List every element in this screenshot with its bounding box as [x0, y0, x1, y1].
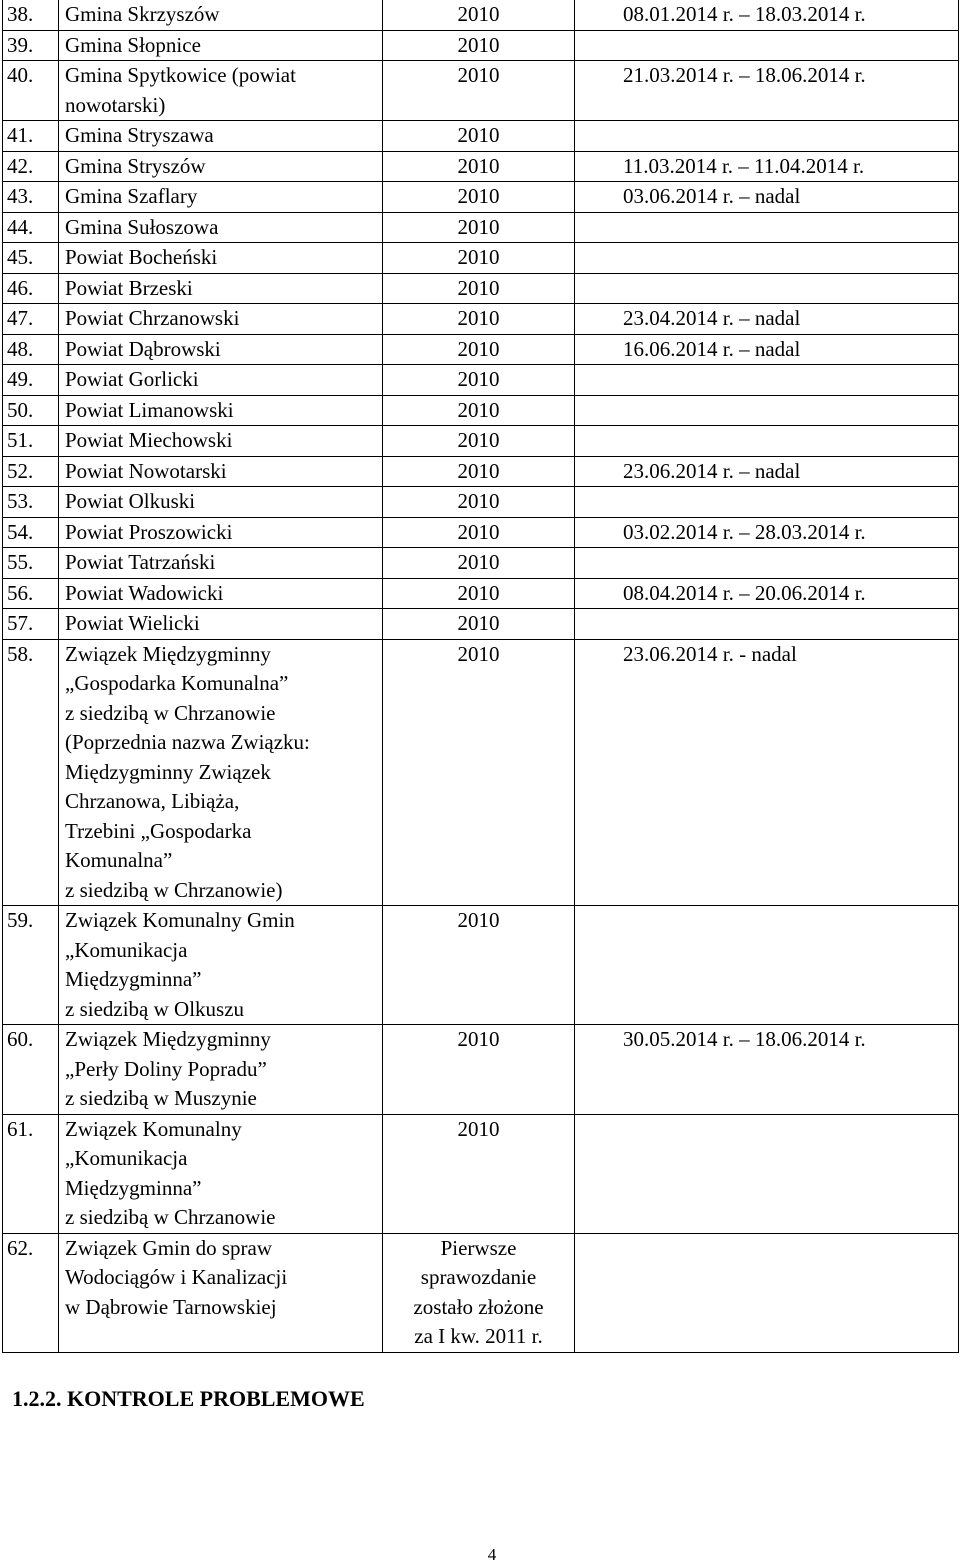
unit-name-line: Powiat Proszowicki: [65, 519, 233, 544]
inspection-dates: 08.01.2014 r. – 18.03.2014 r.: [575, 0, 959, 30]
row-number: 47.: [3, 304, 59, 335]
unit-name: [59, 273, 383, 304]
row-number: 42.: [3, 151, 59, 182]
report-year: [383, 365, 575, 396]
unit-name-line: „Komunikacja: [65, 937, 188, 962]
row-number: 39.: [3, 30, 59, 61]
inspection-dates: [575, 609, 959, 640]
unit-name-line: Gmina Szaflary: [65, 184, 198, 208]
unit-name-line: Międzygminna”: [65, 967, 202, 991]
unit-name-line: „Gospodarka Komunalna”: [65, 671, 289, 695]
report-year-line: sprawozdanie: [420, 1265, 537, 1289]
unit-name: [59, 548, 383, 579]
report-year-line: 2010: [457, 32, 500, 57]
row-number: 44.: [3, 212, 59, 243]
inspection-dates: 21.03.2014 r. – 18.06.2014 r.: [575, 61, 959, 121]
row-number: 61.: [3, 1114, 59, 1233]
table-row: [3, 30, 959, 61]
row-number: 59.: [3, 906, 59, 1025]
unit-name-line: Gmina Stryszów: [65, 153, 206, 178]
unit-name-line: Powiat Limanowski: [65, 397, 234, 422]
report-year-line: 2010: [457, 908, 500, 932]
inspection-dates: [575, 548, 959, 579]
row-number: 45.: [3, 243, 59, 274]
unit-name: [59, 121, 383, 152]
report-year-line: za I kw. 2011 r.: [414, 1324, 543, 1348]
report-year: [383, 334, 575, 365]
unit-name-line: Gmina Stryszawa: [65, 123, 214, 147]
table-row: [3, 273, 959, 304]
unit-name-line: Chrzanowa, Libiąża,: [65, 789, 240, 813]
row-number: 46.: [3, 273, 59, 304]
report-year: [383, 517, 575, 548]
row-number: 52.: [3, 456, 59, 487]
report-year-line: Pierwsze: [440, 1235, 517, 1260]
report-year: [383, 1114, 575, 1233]
report-year-line: 2010: [457, 397, 500, 422]
table-row: [3, 1114, 959, 1233]
inspection-dates: [575, 273, 959, 304]
row-number: 41.: [3, 121, 59, 152]
inspection-dates: 30.05.2014 r. – 18.06.2014 r.: [575, 1025, 959, 1115]
inspection-dates: [575, 365, 959, 396]
report-year: [383, 0, 575, 30]
unit-name-line: w Dąbrowie Tarnowskiej: [65, 1294, 277, 1319]
report-year-line: 2010: [457, 611, 500, 635]
report-year-line: 2010: [457, 489, 500, 513]
table-row: [3, 456, 959, 487]
unit-name-line: Powiat Nowotarski: [65, 458, 227, 483]
report-year-line: 2010: [457, 428, 500, 452]
table-row: [3, 395, 959, 426]
table-row: [3, 548, 959, 579]
unit-name-line: Związek Gmin do spraw: [65, 1235, 273, 1260]
unit-name-line: Gmina Skrzyszów: [65, 2, 220, 26]
unit-name-line: Powiat Gorlicki: [65, 367, 199, 391]
unit-name: [59, 1025, 383, 1115]
report-year-line: 2010: [457, 641, 500, 666]
inspection-dates: [575, 1114, 959, 1233]
table-row: [3, 639, 959, 906]
report-year: [383, 906, 575, 1025]
unit-name-line: Powiat Bocheński: [65, 245, 218, 269]
row-number: 58.: [3, 639, 59, 906]
row-number: 57.: [3, 609, 59, 640]
report-year: [383, 212, 575, 243]
row-number: 54.: [3, 517, 59, 548]
unit-name: [59, 578, 383, 609]
unit-name: [59, 0, 383, 30]
unit-name: [59, 1114, 383, 1233]
report-year: [383, 273, 575, 304]
unit-name-line: Gmina Słopnice: [65, 32, 201, 57]
report-year-line: 2010: [457, 550, 500, 574]
report-year-line: zostało złożone: [413, 1294, 544, 1319]
inspection-dates: [575, 121, 959, 152]
table-row: [3, 151, 959, 182]
unit-name-line: z siedzibą w Muszynie: [65, 1086, 257, 1110]
unit-name-line: nowotarski): [65, 92, 166, 117]
unit-name: [59, 30, 383, 61]
report-year: [383, 61, 575, 121]
table-row: [3, 609, 959, 640]
unit-name-line: „Komunikacja: [65, 1146, 188, 1170]
report-year: [383, 151, 575, 182]
row-number: 38.: [3, 0, 59, 30]
report-year-line: 2010: [457, 214, 500, 239]
unit-name-line: Powiat Tatrzański: [65, 550, 216, 574]
unit-name: [59, 243, 383, 274]
table-row: [3, 243, 959, 274]
row-number: 53.: [3, 487, 59, 518]
unit-name-line: Międzygminna”: [65, 1175, 202, 1200]
row-number: 43.: [3, 182, 59, 213]
unit-name-line: Związek Międzygminny: [65, 641, 271, 666]
unit-name-line: Wodociągów i Kanalizacji: [65, 1265, 288, 1289]
inspection-dates: 23.06.2014 r. - nadal: [575, 639, 959, 906]
inspection-dates: 03.02.2014 r. – 28.03.2014 r.: [575, 517, 959, 548]
report-year: [383, 487, 575, 518]
unit-name-line: Trzebini „Gospodarka: [65, 818, 252, 843]
unit-name-line: Powiat Dąbrowski: [65, 336, 221, 361]
unit-name-line: Powiat Wielicki: [65, 611, 200, 635]
unit-name-line: z siedzibą w Chrzanowie): [65, 877, 283, 902]
unit-name-line: Powiat Wadowicki: [65, 580, 224, 605]
unit-name-line: Komunalna”: [65, 848, 173, 872]
report-year-line: 2010: [457, 184, 500, 208]
report-year-line: 2010: [457, 458, 500, 483]
report-year: [383, 548, 575, 579]
inspection-dates: [575, 1233, 959, 1352]
row-number: 62.: [3, 1233, 59, 1352]
inspection-dates: [575, 426, 959, 457]
row-number: 60.: [3, 1025, 59, 1115]
inspection-dates: 11.03.2014 r. – 11.04.2014 r.: [575, 151, 959, 182]
unit-name-line: z siedzibą w Chrzanowie: [65, 1205, 276, 1229]
unit-name: [59, 334, 383, 365]
unit-name: [59, 304, 383, 335]
report-year-line: 2010: [457, 336, 500, 361]
report-year: [383, 426, 575, 457]
unit-name: [59, 487, 383, 518]
report-year-line: 2010: [457, 275, 500, 300]
unit-name-line: z siedzibą w Olkuszu: [65, 996, 245, 1021]
row-number: 49.: [3, 365, 59, 396]
report-year: [383, 578, 575, 609]
row-number: 56.: [3, 578, 59, 609]
report-year-line: 2010: [457, 519, 500, 544]
report-year-line: 2010: [457, 367, 500, 391]
inspection-dates: 16.06.2014 r. – nadal: [575, 334, 959, 365]
section-heading: 1.2.2. KONTROLE PROBLEMOWE: [12, 1386, 365, 1411]
report-year-line: 2010: [457, 245, 500, 269]
table-row: [3, 487, 959, 518]
report-year: [383, 609, 575, 640]
municipalities-table: [2, 0, 959, 1353]
report-year: [383, 182, 575, 213]
report-year: [383, 243, 575, 274]
table-row: [3, 517, 959, 548]
unit-name: [59, 395, 383, 426]
table-row: [3, 61, 959, 121]
report-year: [383, 121, 575, 152]
unit-name: [59, 456, 383, 487]
unit-name: [59, 151, 383, 182]
inspection-dates: [575, 906, 959, 1025]
report-year-line: 2010: [457, 123, 500, 147]
unit-name: [59, 517, 383, 548]
unit-name-line: Powiat Miechowski: [65, 428, 233, 452]
row-number: 51.: [3, 426, 59, 457]
report-year-line: 2010: [457, 1116, 500, 1141]
row-number: 55.: [3, 548, 59, 579]
unit-name: [59, 212, 383, 243]
row-number: 40.: [3, 61, 59, 121]
report-year-line: 2010: [457, 580, 500, 605]
inspection-dates: [575, 243, 959, 274]
unit-name-line: z siedzibą w Chrzanowie: [65, 700, 276, 725]
row-number: 48.: [3, 334, 59, 365]
unit-name-line: Związek Komunalny: [65, 1116, 242, 1141]
table-row: [3, 121, 959, 152]
report-year: [383, 1233, 575, 1352]
table-row: [3, 365, 959, 396]
table-row: [3, 578, 959, 609]
unit-name-line: Gmina Spytkowice (powiat: [65, 63, 296, 87]
unit-name-line: Związek Komunalny Gmin: [65, 908, 295, 932]
table-body: [3, 0, 959, 1352]
page-number: 4: [487, 1545, 497, 1564]
inspection-dates: [575, 212, 959, 243]
table-row: [3, 1025, 959, 1115]
report-year-line: 2010: [457, 153, 500, 178]
row-number: 50.: [3, 395, 59, 426]
table-row: [3, 0, 959, 30]
unit-name-line: (Poprzednia nazwa Związku:: [65, 730, 310, 754]
table-row: [3, 906, 959, 1025]
inspection-dates: [575, 395, 959, 426]
table-row: [3, 1233, 959, 1352]
unit-name-line: Powiat Olkuski: [65, 489, 196, 513]
table-row: [3, 182, 959, 213]
report-year-line: 2010: [457, 306, 500, 330]
inspection-dates: 08.04.2014 r. – 20.06.2014 r.: [575, 578, 959, 609]
unit-name: [59, 1233, 383, 1352]
unit-name-line: Gmina Sułoszowa: [65, 214, 219, 239]
unit-name: [59, 639, 383, 906]
unit-name: [59, 365, 383, 396]
report-year-line: 2010: [457, 63, 500, 87]
report-year: [383, 304, 575, 335]
table-row: [3, 426, 959, 457]
unit-name-line: „Perły Doliny Popradu”: [65, 1056, 267, 1081]
table-row: [3, 334, 959, 365]
report-year: [383, 395, 575, 426]
unit-name: [59, 426, 383, 457]
unit-name: [59, 609, 383, 640]
table-row: [3, 212, 959, 243]
report-year: [383, 456, 575, 487]
unit-name-line: Powiat Chrzanowski: [65, 306, 240, 330]
report-year-line: 2010: [457, 2, 500, 26]
unit-name: [59, 906, 383, 1025]
inspection-dates: [575, 30, 959, 61]
unit-name: [59, 182, 383, 213]
report-year-line: 2010: [457, 1027, 500, 1051]
report-year: [383, 30, 575, 61]
report-year: [383, 1025, 575, 1115]
report-year: [383, 639, 575, 906]
unit-name-line: Międzygminny Związek: [65, 759, 271, 784]
inspection-dates: 23.06.2014 r. – nadal: [575, 456, 959, 487]
inspection-dates: 23.04.2014 r. – nadal: [575, 304, 959, 335]
unit-name-line: Związek Międzygminny: [65, 1027, 271, 1051]
table-row: [3, 304, 959, 335]
unit-name-line: Powiat Brzeski: [65, 275, 193, 300]
unit-name: [59, 61, 383, 121]
inspection-dates: 03.06.2014 r. – nadal: [575, 182, 959, 213]
inspection-dates: [575, 487, 959, 518]
